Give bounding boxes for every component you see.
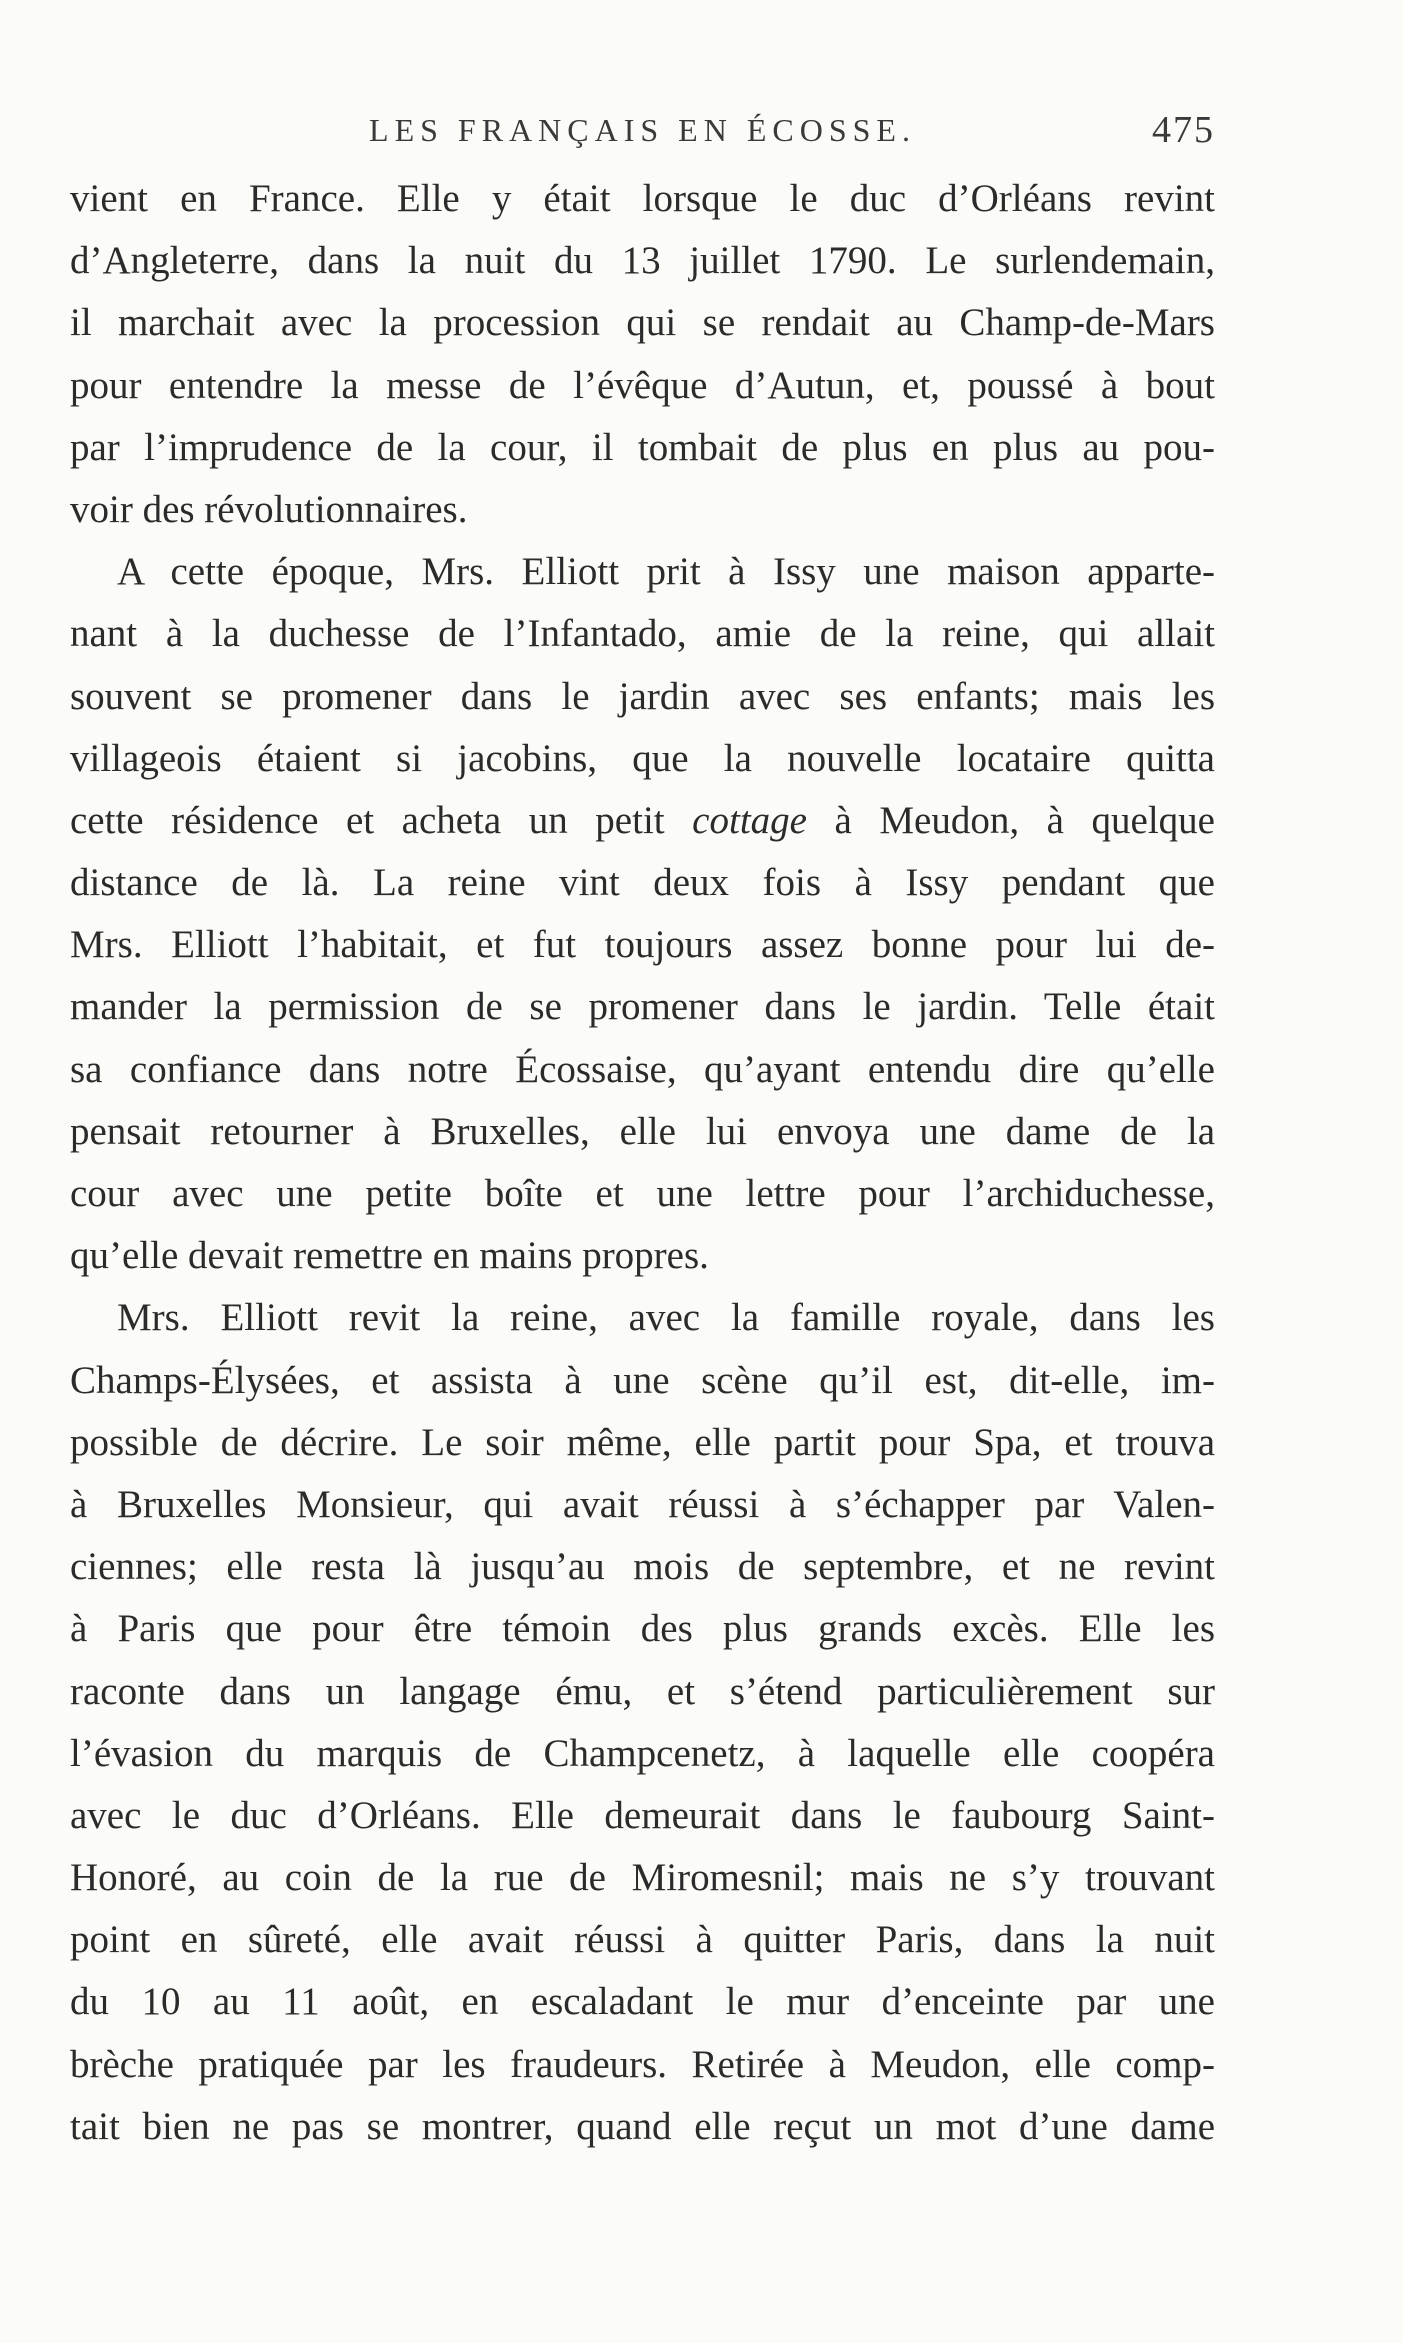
text-line: avec le duc d’Orléans. Elle demeurait dans le faubourg Saint- — [70, 1793, 1215, 1837]
text-line: souvent se promener dans le jardin avec ses enfants; mais les — [70, 674, 1215, 718]
text-line: raconte dans un langage ému, et s’étend particulièrement sur — [70, 1669, 1215, 1713]
text-line: tait bien ne pas se montrer, quand elle reçut un mot d’une dame — [70, 2104, 1215, 2148]
text-line: distance de là. La reine vint deux fois à Issy pendant que — [70, 861, 1215, 905]
text-line: d’Angleterre, dans la nuit du 13 juillet 1790. Le surlendemain, — [70, 239, 1215, 283]
text-line: l’évasion du marquis de Champcenetz, à laquelle elle coopéra — [70, 1731, 1215, 1775]
text-line-with-italic — [70, 790, 1215, 852]
text-line: à Bruxelles Monsieur, qui avait réussi à s’échapper par Valen- — [70, 1482, 1215, 1526]
page-number: 475 — [1152, 109, 1215, 151]
text-line: pensait retourner à Bruxelles, elle lui envoya une dame de la — [70, 1109, 1215, 1153]
text-line: mander la permission de se promener dans le jardin. Telle était — [70, 985, 1215, 1029]
running-title: LES FRANÇAIS EN ÉCOSSE. — [369, 112, 916, 148]
text-line: point en sûreté, elle avait réussi à quitter Paris, dans la nuit — [70, 1918, 1215, 1962]
text-line: brèche pratiquée par les fraudeurs. Retirée à Meudon, elle comp- — [70, 2042, 1215, 2086]
text-line: Mrs. Elliott l’habitait, et fut toujours assez bonne pour lui de- — [70, 923, 1215, 967]
italic-word: cottage — [692, 798, 807, 842]
text-line: cour avec une petite boîte et une lettre pour l’archiduchesse, — [70, 1172, 1215, 1215]
text-line: du 10 au 11 août, en escaladant le mur d’enceinte par une — [70, 1980, 1215, 2024]
text-line: Mrs. Elliott revit la reine, avec la famille royale, dans les — [117, 1296, 1215, 1340]
text-line: par l’imprudence de la cour, il tombait de plus en plus au pou- — [70, 425, 1215, 469]
text-line: qu’elle devait remettre en mains propres. — [70, 1234, 709, 1278]
text-line: ciennes; elle resta là jusqu’au mois de septembre, et ne revint — [70, 1545, 1215, 1589]
body-text — [70, 168, 1215, 2158]
text-segment: à Meudon, à quelque — [806, 798, 1215, 842]
running-head — [70, 102, 1215, 154]
text-segment: cette résidence et acheta un petit — [70, 798, 693, 842]
text-line: Honoré, au coin de la rue de Miromesnil; mais ne s’y trouvant — [70, 1856, 1215, 1900]
text-line: vient en France. Elle y était lorsque le duc d’Orléans revint — [70, 177, 1215, 220]
text-line: A cette époque, Mrs. Elliott prit à Issy une maison apparte- — [117, 550, 1215, 594]
text-line: sa confiance dans notre Écossaise, qu’ayant entendu dire qu’elle — [70, 1047, 1215, 1091]
text-line: possible de décrire. Le soir même, elle partit pour Spa, et trouva — [70, 1420, 1215, 1464]
text-line: à Paris que pour être témoin des plus grands excès. Elle les — [70, 1607, 1215, 1651]
text-line: villageois étaient si jacobins, que la nouvelle locataire quitta — [70, 736, 1215, 780]
text-line: nant à la duchesse de l’Infantado, amie de la reine, qui allait — [70, 612, 1215, 656]
text-line: voir des révolutionnaires. — [70, 487, 468, 531]
text-line: Champs-Élysées, et assista à une scène qu’il est, dit-elle, im- — [70, 1358, 1215, 1402]
text-line: pour entendre la messe de l’évêque d’Autun, et, poussé à bout — [70, 363, 1215, 407]
text-line: il marchait avec la procession qui se rendait au Champ-de-Mars — [70, 301, 1215, 345]
